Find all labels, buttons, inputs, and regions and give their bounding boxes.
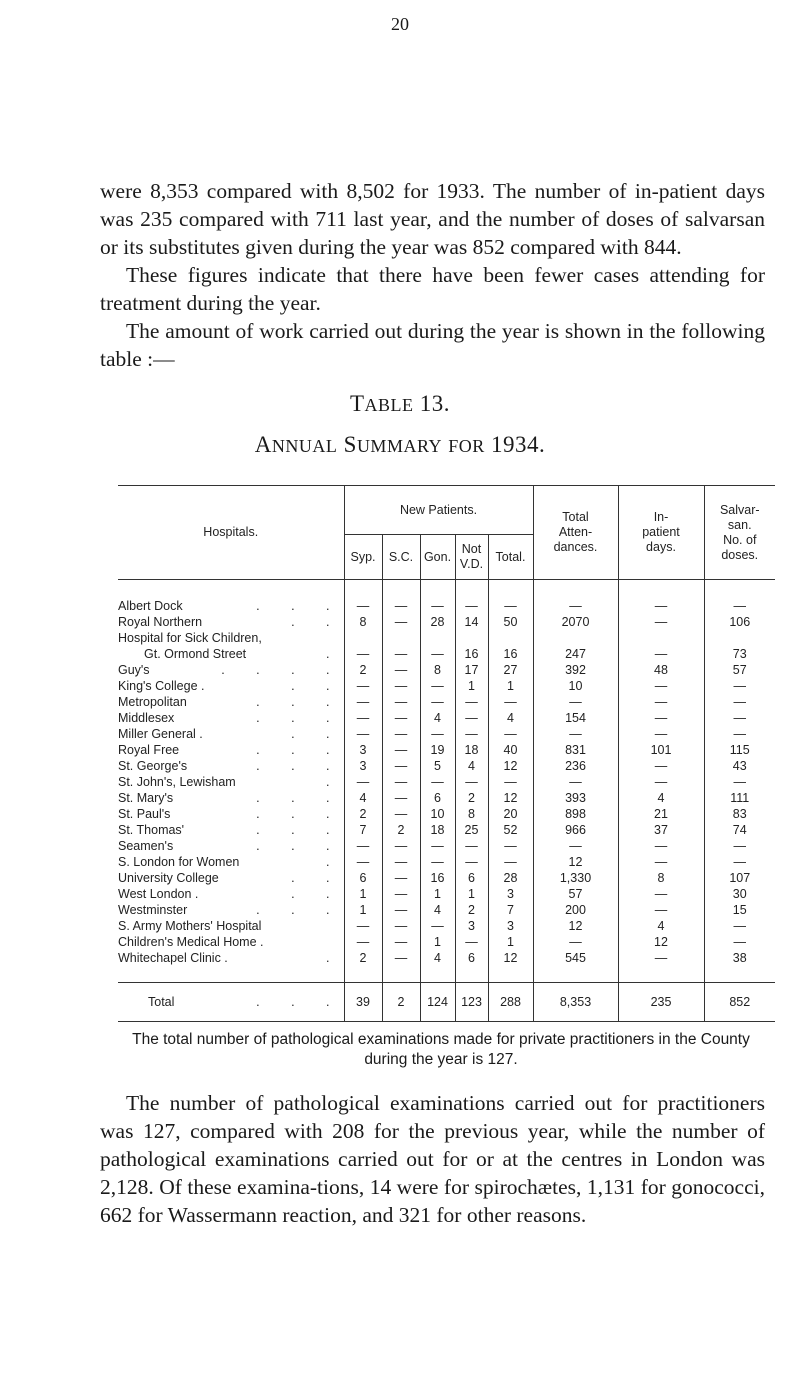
cell-sc: — [382, 870, 420, 886]
cell-syp: — [344, 854, 382, 870]
cell-att: — [533, 598, 618, 614]
hospital-name: King's College . . . [118, 679, 344, 693]
cell-att: — [533, 774, 618, 790]
hospital-name: S. London for Women . [118, 855, 344, 869]
header-total: Total. [488, 535, 533, 580]
cell-att: — [533, 726, 618, 742]
cell-att: 831 [533, 742, 618, 758]
table-row [118, 950, 775, 966]
cell-gon: 4 [420, 710, 455, 726]
cell-sc: — [382, 838, 420, 854]
cell-total: 3 [488, 886, 533, 902]
cell-att: 898 [533, 806, 618, 822]
table-row [118, 662, 775, 678]
cell-total: 52 [488, 822, 533, 838]
cell-gon: — [420, 694, 455, 710]
cell-total: 40 [488, 742, 533, 758]
cell-sc: — [382, 614, 420, 630]
table-title: TABLE 13. [349, 391, 451, 416]
cell-notvd: — [455, 774, 488, 790]
hospital-name: West London . . . [118, 887, 344, 901]
cell-gon: — [420, 598, 455, 614]
cell-gon: 18 [420, 822, 455, 838]
cell-att: 200 [533, 902, 618, 918]
closing-text [100, 1089, 765, 1229]
cell-inpat: 21 [618, 806, 704, 822]
cell-salv: 73 [704, 646, 775, 662]
hospital-name: Children's Medical Home . [118, 935, 264, 949]
cell-notvd: 6 [455, 870, 488, 886]
hospital-name: Whitechapel Clinic . . [118, 951, 344, 965]
hospital-name: St. Paul's . . . [118, 807, 344, 821]
cell-att: 545 [533, 950, 618, 966]
cell-total: — [488, 694, 533, 710]
cell-syp: — [344, 710, 382, 726]
cell-notvd: 25 [455, 822, 488, 838]
hospital-name: Gt. Ormond Street . [144, 647, 344, 661]
cell-notvd: 2 [455, 902, 488, 918]
cell-att: — [533, 838, 618, 854]
table-row [118, 918, 775, 934]
cell-sc: — [382, 598, 420, 614]
cell-gon: 28 [420, 614, 455, 630]
header-gon: Gon. [420, 535, 455, 580]
table-row [118, 758, 775, 774]
header-not-vd: Not V.D. [455, 535, 488, 580]
cell-inpat: — [618, 646, 704, 662]
cell-salv: — [704, 934, 775, 950]
table-row [118, 598, 775, 614]
cell-sc: — [382, 934, 420, 950]
cell-inpat: — [618, 710, 704, 726]
cell-sc: — [382, 694, 420, 710]
cell-notvd: — [455, 710, 488, 726]
cell-total: — [488, 598, 533, 614]
cell-inpat: — [618, 614, 704, 630]
cell-gon: 19 [420, 742, 455, 758]
footnote: The total number of pathological examinations made for private practitioners in the County during the year is 127. [132, 1031, 750, 1068]
table-row [118, 694, 775, 710]
cell-att [533, 630, 618, 646]
cell-sc: — [382, 726, 420, 742]
cell-gon: 10 [420, 806, 455, 822]
cell-total: — [488, 726, 533, 742]
table-row [118, 630, 775, 646]
cell-salv: 38 [704, 950, 775, 966]
hospital-name: Metropolitan . . . [118, 695, 344, 709]
hospital-name: Westminster . . . [118, 903, 344, 917]
cell-inpat: 4 [618, 918, 704, 934]
cell-att: 236 [533, 758, 618, 774]
hospital-name: Hospital for Sick Children, [118, 631, 262, 645]
cell-total: 1 [488, 678, 533, 694]
cell-salv: — [704, 774, 775, 790]
table-row [118, 774, 775, 790]
cell-inpat: 48 [618, 662, 704, 678]
cell-salv: — [704, 918, 775, 934]
table-row [118, 614, 775, 630]
intro-paragraph-2: These figures indicate that there have been fewer cases attending for treatment during the year. [100, 263, 765, 315]
cell-salv: 852 [704, 983, 775, 1022]
cell-salv [704, 630, 775, 646]
cell-att: 393 [533, 790, 618, 806]
cell-att: — [533, 694, 618, 710]
hospital-name: Royal Northern . . [118, 615, 344, 629]
cell-gon: — [420, 918, 455, 934]
cell-att: 392 [533, 662, 618, 678]
hospital-name: Total . . . [118, 983, 344, 1022]
cell-att: 10 [533, 678, 618, 694]
cell-gon: 5 [420, 758, 455, 774]
hospital-name: Miller General . . . [118, 727, 344, 741]
hospital-name: St. John's, Lewisham . [118, 775, 344, 789]
cell-gon: — [420, 678, 455, 694]
cell-salv: 15 [704, 902, 775, 918]
cell-sc: — [382, 950, 420, 966]
table-subtitle: ANNUAL SUMMARY FOR 1934. [254, 432, 546, 457]
intro-paragraph-1: were 8,353 compared with 8,502 for 1933. The number of in-patient days was 235 compared with 711 last year, and the number of doses of salvarsan or its substitutes given during the year was 852 compared with 844. [100, 179, 765, 259]
cell-total: 12 [488, 950, 533, 966]
cell-salv: 107 [704, 870, 775, 886]
header-new-patients: New Patients. [344, 486, 533, 535]
cell-salv: — [704, 598, 775, 614]
table-row [118, 822, 775, 838]
cell-salv: — [704, 694, 775, 710]
cell-total: 288 [488, 983, 533, 1022]
cell-att: 12 [533, 918, 618, 934]
cell-syp: 2 [344, 806, 382, 822]
cell-salv: 83 [704, 806, 775, 822]
cell-notvd: 18 [455, 742, 488, 758]
cell-notvd: 16 [455, 646, 488, 662]
header-syp: Syp. [344, 535, 382, 580]
closing-paragraph: The number of pathological examinations carried out for practitioners was 127, compared with 208 for the previous year, while the number of pathological examinations carried out for or at the centres in London was 2,128. Of these examina-tions, 14 were for spirochætes, 1,131 for gonococci, 662 for Wassermann reaction, and 321 for other reasons. [100, 1091, 765, 1227]
cell-syp [344, 630, 382, 646]
cell-gon: — [420, 774, 455, 790]
cell-sc [382, 630, 420, 646]
cell-notvd: 14 [455, 614, 488, 630]
cell-att: — [533, 934, 618, 950]
cell-notvd: 6 [455, 950, 488, 966]
cell-att: 8,353 [533, 983, 618, 1022]
cell-total [488, 630, 533, 646]
cell-gon: 4 [420, 902, 455, 918]
cell-gon [420, 630, 455, 646]
hospital-name: St. Mary's . . . [118, 791, 344, 805]
cell-sc: — [382, 774, 420, 790]
hospital-name: Guy's . . . . [118, 663, 344, 677]
cell-notvd: 8 [455, 806, 488, 822]
cell-syp: 2 [344, 662, 382, 678]
table-row [118, 646, 775, 662]
cell-syp: 8 [344, 614, 382, 630]
cell-total: — [488, 838, 533, 854]
cell-syp: 7 [344, 822, 382, 838]
cell-sc: — [382, 742, 420, 758]
cell-notvd: 2 [455, 790, 488, 806]
cell-salv: 111 [704, 790, 775, 806]
cell-syp: 2 [344, 950, 382, 966]
cell-salv: 106 [704, 614, 775, 630]
cell-total: — [488, 774, 533, 790]
header-attendances: Total Atten- dances. [533, 486, 618, 580]
cell-inpat: — [618, 598, 704, 614]
page-number: 20 [391, 14, 409, 34]
cell-notvd: — [455, 934, 488, 950]
cell-inpat: — [618, 726, 704, 742]
table-row [118, 870, 775, 886]
cell-total: 4 [488, 710, 533, 726]
cell-att: 966 [533, 822, 618, 838]
table-row [118, 934, 775, 950]
cell-salv: — [704, 678, 775, 694]
cell-inpat: 101 [618, 742, 704, 758]
cell-inpat [618, 630, 704, 646]
cell-total: 16 [488, 646, 533, 662]
cell-syp: 39 [344, 983, 382, 1022]
cell-notvd: 1 [455, 886, 488, 902]
cell-gon: 1 [420, 886, 455, 902]
cell-notvd: 4 [455, 758, 488, 774]
cell-sc: — [382, 918, 420, 934]
cell-sc: — [382, 758, 420, 774]
cell-salv: 30 [704, 886, 775, 902]
cell-syp: — [344, 694, 382, 710]
header-sc: S.C. [382, 535, 420, 580]
cell-notvd: — [455, 838, 488, 854]
hospital-name: Middlesex . . . [118, 711, 344, 725]
cell-total: 27 [488, 662, 533, 678]
cell-syp: 4 [344, 790, 382, 806]
cell-inpat: — [618, 774, 704, 790]
cell-inpat: — [618, 950, 704, 966]
cell-notvd: 17 [455, 662, 488, 678]
cell-notvd: — [455, 854, 488, 870]
hospital-name: S. Army Mothers' Hospital [118, 919, 262, 933]
cell-salv: — [704, 710, 775, 726]
cell-total: 12 [488, 758, 533, 774]
cell-salv: 115 [704, 742, 775, 758]
cell-notvd: 3 [455, 918, 488, 934]
table-row [118, 902, 775, 918]
table-row [118, 838, 775, 854]
cell-salv: 74 [704, 822, 775, 838]
cell-total: 50 [488, 614, 533, 630]
cell-syp: 3 [344, 758, 382, 774]
cell-inpat: — [618, 758, 704, 774]
cell-syp: — [344, 918, 382, 934]
cell-gon: — [420, 854, 455, 870]
cell-gon: 6 [420, 790, 455, 806]
cell-gon: 16 [420, 870, 455, 886]
cell-syp: — [344, 838, 382, 854]
cell-syp: — [344, 646, 382, 662]
cell-att: 12 [533, 854, 618, 870]
header-hospitals: Hospitals. [118, 486, 344, 580]
cell-sc: — [382, 854, 420, 870]
cell-sc: — [382, 662, 420, 678]
cell-att: 247 [533, 646, 618, 662]
cell-salv: 43 [704, 758, 775, 774]
cell-sc: — [382, 790, 420, 806]
cell-syp: 3 [344, 742, 382, 758]
cell-inpat: 4 [618, 790, 704, 806]
annual-summary-table [118, 485, 775, 1022]
cell-total: — [488, 854, 533, 870]
table-row [118, 678, 775, 694]
cell-notvd: — [455, 726, 488, 742]
table-row [118, 790, 775, 806]
cell-inpat: 8 [618, 870, 704, 886]
cell-inpat: 235 [618, 983, 704, 1022]
header-inpatient-days: In- patient days. [618, 486, 704, 580]
cell-inpat: 12 [618, 934, 704, 950]
cell-syp: 1 [344, 886, 382, 902]
table-row [118, 886, 775, 902]
cell-syp: — [344, 774, 382, 790]
table-row [118, 726, 775, 742]
cell-gon: 1 [420, 934, 455, 950]
cell-sc: — [382, 710, 420, 726]
cell-inpat: — [618, 678, 704, 694]
cell-gon: — [420, 726, 455, 742]
table-row [118, 710, 775, 726]
cell-total: 20 [488, 806, 533, 822]
intro-paragraph-3: The amount of work carried out during the year is shown in the following table :— [100, 319, 765, 371]
cell-gon: 8 [420, 662, 455, 678]
cell-syp: — [344, 934, 382, 950]
hospital-name: Seamen's . . . [118, 839, 344, 853]
table-row [118, 806, 775, 822]
table-row [118, 854, 775, 870]
cell-notvd: 123 [455, 983, 488, 1022]
total-row [118, 983, 775, 1022]
cell-total: 12 [488, 790, 533, 806]
cell-sc: — [382, 678, 420, 694]
cell-syp: — [344, 678, 382, 694]
cell-total: 1 [488, 934, 533, 950]
cell-gon: 4 [420, 950, 455, 966]
cell-att: 154 [533, 710, 618, 726]
table-row [118, 742, 775, 758]
cell-total: 28 [488, 870, 533, 886]
cell-inpat: — [618, 838, 704, 854]
cell-att: 57 [533, 886, 618, 902]
cell-gon: — [420, 838, 455, 854]
cell-notvd: — [455, 694, 488, 710]
cell-sc: 2 [382, 983, 420, 1022]
cell-inpat: 37 [618, 822, 704, 838]
cell-total: 3 [488, 918, 533, 934]
cell-sc: — [382, 902, 420, 918]
hospital-name: St. George's . . . [118, 759, 344, 773]
intro-text [100, 177, 765, 373]
cell-att: 2070 [533, 614, 618, 630]
cell-inpat: — [618, 886, 704, 902]
cell-salv: — [704, 726, 775, 742]
hospital-name: University College . . [118, 871, 344, 885]
table-body [118, 580, 775, 1022]
cell-syp: 1 [344, 902, 382, 918]
cell-syp: — [344, 726, 382, 742]
hospital-name: St. Thomas' . . . [118, 823, 344, 837]
cell-salv: — [704, 838, 775, 854]
cell-gon: 124 [420, 983, 455, 1022]
cell-sc: — [382, 806, 420, 822]
cell-salv: 57 [704, 662, 775, 678]
cell-notvd: 1 [455, 678, 488, 694]
hospital-name: Albert Dock . . . [118, 599, 344, 613]
cell-sc: 2 [382, 822, 420, 838]
hospital-name: Royal Free . . . [118, 743, 344, 757]
cell-sc: — [382, 886, 420, 902]
cell-inpat: — [618, 902, 704, 918]
cell-sc: — [382, 646, 420, 662]
cell-total: 7 [488, 902, 533, 918]
cell-salv: — [704, 854, 775, 870]
header-salvarsan-doses: Salvar- san. No. of doses. [704, 486, 775, 580]
cell-syp: — [344, 598, 382, 614]
cell-gon: — [420, 646, 455, 662]
cell-inpat: — [618, 854, 704, 870]
cell-notvd: — [455, 598, 488, 614]
cell-notvd [455, 630, 488, 646]
cell-syp: 6 [344, 870, 382, 886]
cell-inpat: — [618, 694, 704, 710]
cell-att: 1,330 [533, 870, 618, 886]
